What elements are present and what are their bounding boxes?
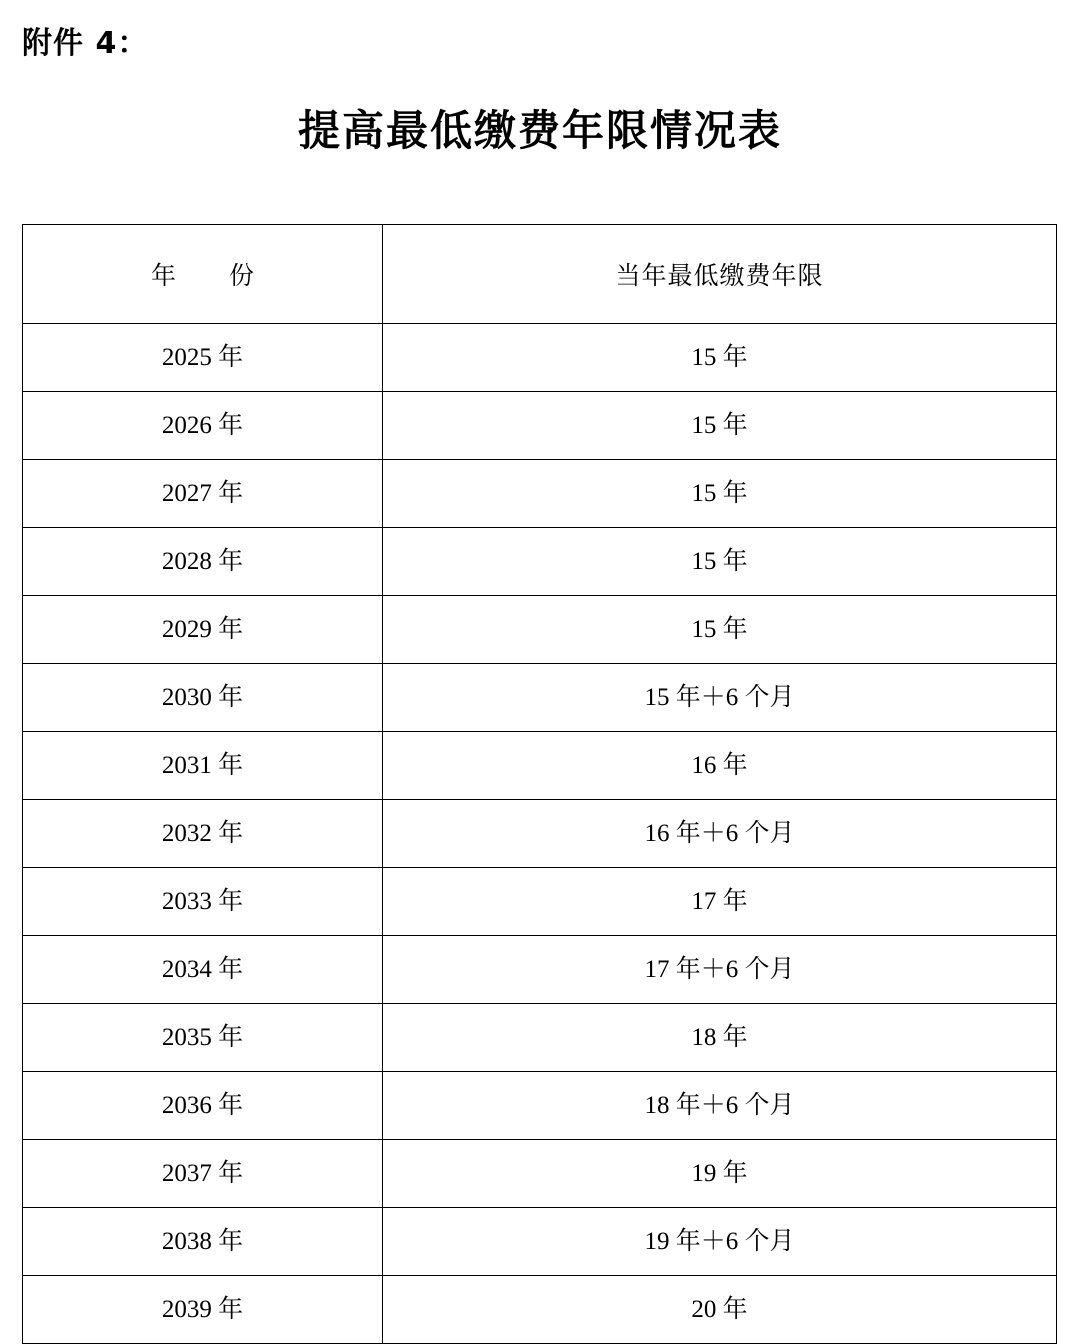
cell-value-text: 15 年: [691, 479, 748, 507]
cell-value-text: 16 年: [691, 751, 748, 779]
cell-year-text: 2036 年: [161, 1091, 244, 1119]
cell-value: [383, 528, 1057, 596]
cell-year-text: 2037 年: [161, 1159, 244, 1187]
cell-value: [383, 732, 1057, 800]
cell-year-text: 2039 年: [161, 1295, 244, 1323]
column-header-year-label: 年 份: [150, 263, 268, 290]
cell-year-text: 2033 年: [161, 887, 244, 915]
table-row: [23, 868, 1057, 936]
column-header-year: [23, 225, 383, 324]
cell-value-text: 17 年: [691, 887, 748, 915]
cell-year: [23, 732, 383, 800]
attachment-label: 附件 4：: [22, 26, 149, 61]
cell-year: [23, 1276, 383, 1344]
table-row: [23, 392, 1057, 460]
cell-value-text: 18 年＋6 个月: [644, 1091, 795, 1119]
cell-value: [383, 324, 1057, 392]
cell-year-text: 2027 年: [161, 479, 244, 507]
table-row: [23, 1072, 1057, 1140]
minimum-contribution-years-table: [22, 224, 1057, 1344]
table-row: [23, 1208, 1057, 1276]
cell-year-text: 2038 年: [161, 1227, 244, 1255]
cell-value: [383, 596, 1057, 664]
cell-year-text: 2032 年: [161, 819, 244, 847]
cell-value: [383, 1140, 1057, 1208]
cell-year: [23, 596, 383, 664]
cell-year: [23, 1072, 383, 1140]
cell-value: [383, 936, 1057, 1004]
table-row: [23, 936, 1057, 1004]
cell-value-text: 16 年＋6 个月: [644, 819, 795, 847]
table-row: [23, 664, 1057, 732]
cell-year: [23, 324, 383, 392]
cell-value: [383, 392, 1057, 460]
table-row: [23, 1140, 1057, 1208]
column-header-value: [383, 225, 1057, 324]
cell-year: [23, 1208, 383, 1276]
table-row: [23, 1276, 1057, 1344]
cell-value: [383, 460, 1057, 528]
cell-year: [23, 1140, 383, 1208]
cell-year: [23, 936, 383, 1004]
cell-year: [23, 528, 383, 596]
cell-year-text: 2030 年: [161, 683, 244, 711]
cell-year-text: 2034 年: [161, 955, 244, 983]
table-row: [23, 324, 1057, 392]
cell-value-text: 15 年: [691, 411, 748, 439]
cell-value-text: 18 年: [691, 1023, 748, 1051]
cell-value: [383, 800, 1057, 868]
table-row: [23, 460, 1057, 528]
cell-year: [23, 392, 383, 460]
cell-value: [383, 1004, 1057, 1072]
cell-value-text: 19 年＋6 个月: [644, 1227, 795, 1255]
table-row: [23, 732, 1057, 800]
cell-value-text: 19 年: [691, 1159, 748, 1187]
cell-year: [23, 868, 383, 936]
cell-year-text: 2025 年: [161, 343, 244, 371]
cell-value-text: 17 年＋6 个月: [644, 955, 795, 983]
cell-value-text: 15 年: [691, 615, 748, 643]
cell-value-text: 15 年: [691, 547, 748, 575]
cell-year-text: 2035 年: [161, 1023, 244, 1051]
cell-year: [23, 664, 383, 732]
cell-year-text: 2028 年: [161, 547, 244, 575]
cell-year-text: 2031 年: [161, 751, 244, 779]
cell-year-text: 2026 年: [161, 411, 244, 439]
cell-year: [23, 460, 383, 528]
cell-value: [383, 1276, 1057, 1344]
page-title: 提高最低缴费年限情况表: [297, 106, 782, 155]
cell-year: [23, 800, 383, 868]
cell-value: [383, 664, 1057, 732]
cell-value-text: 20 年: [691, 1295, 748, 1323]
table-row: [23, 1004, 1057, 1072]
table-row: [23, 800, 1057, 868]
cell-value-text: 15 年＋6 个月: [644, 683, 795, 711]
table-row: [23, 596, 1057, 664]
column-header-value-label: 当年最低缴费年限: [615, 263, 824, 290]
cell-year-text: 2029 年: [161, 615, 244, 643]
table-row: [23, 528, 1057, 596]
cell-value-text: 15 年: [691, 343, 748, 371]
cell-year: [23, 1004, 383, 1072]
cell-value: [383, 1208, 1057, 1276]
table-header-row: [23, 225, 1057, 324]
cell-value: [383, 1072, 1057, 1140]
cell-value: [383, 868, 1057, 936]
